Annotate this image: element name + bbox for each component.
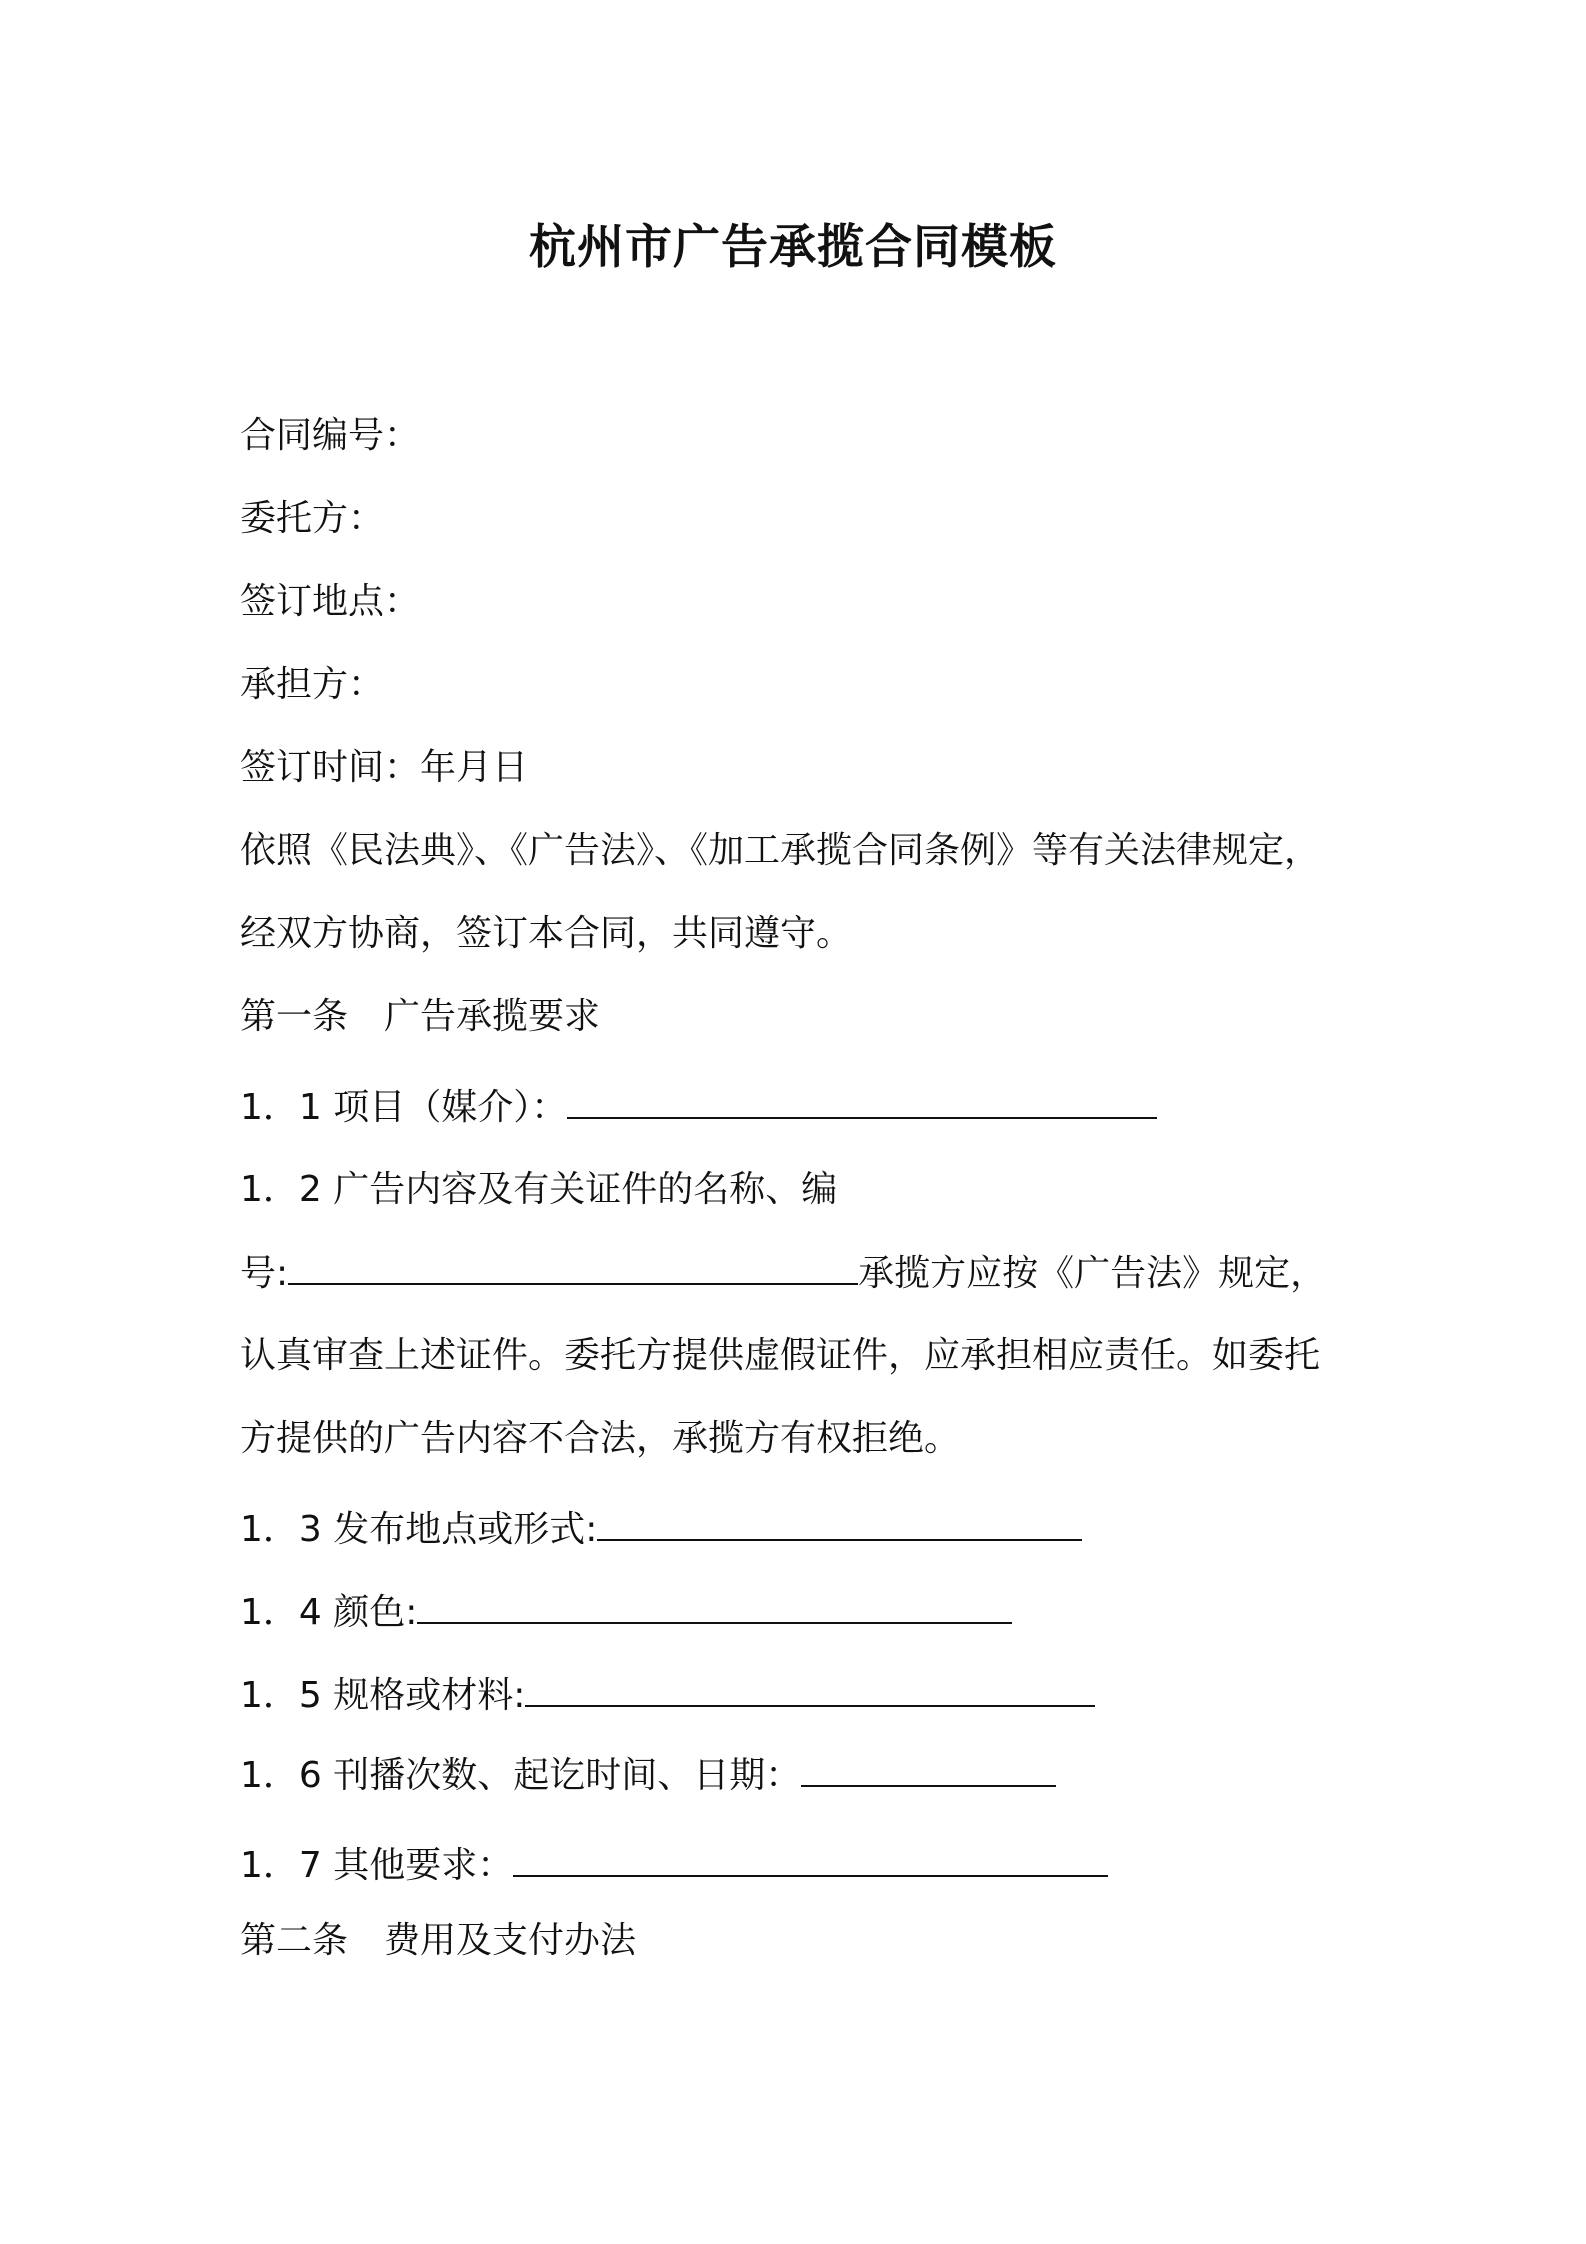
item-1-2-line-3: 认真审查上述证件。委托方提供虚假证件，应承担相应责任。如委托 bbox=[240, 1335, 1321, 1376]
document-title: 杭州市广告承揽合同模板 bbox=[529, 220, 1057, 275]
item-1-6 bbox=[240, 1751, 1056, 1800]
item-1-2-line-2 bbox=[240, 1249, 1326, 1298]
preamble-line-2: 经双方协商，签订本合同，共同遵守。 bbox=[240, 913, 853, 954]
sign-place-field: 签订地点： bbox=[240, 581, 421, 622]
item-1-2-blank bbox=[288, 1249, 858, 1285]
item-1-6-label: 1．6 刊播次数、起讫时间、日期： bbox=[240, 1755, 802, 1796]
item-1-1-blank bbox=[567, 1083, 1157, 1119]
article-1-heading: 第一条 广告承揽要求 bbox=[240, 996, 601, 1037]
item-1-2-prefix: 号: bbox=[240, 1253, 289, 1294]
item-1-1-label: 1．1 项目（媒介）： bbox=[240, 1087, 568, 1128]
item-1-5-label: 1．5 规格或材料: bbox=[240, 1675, 526, 1716]
preamble-line-1: 依照《民法典》、《广告法》、《加工承揽合同条例》等有关法律规定， bbox=[240, 830, 1321, 871]
item-1-4-label: 1．4 颜色: bbox=[240, 1592, 418, 1633]
contractor-field: 承担方： bbox=[240, 664, 385, 705]
item-1-2-line-1: 1．2 广告内容及有关证件的名称、编 bbox=[240, 1169, 838, 1210]
item-1-7-blank bbox=[513, 1841, 1108, 1877]
item-1-2-suffix: 承揽方应按《广告法》规定， bbox=[858, 1253, 1327, 1294]
article-2-heading: 第二条 费用及支付办法 bbox=[240, 1920, 637, 1961]
item-1-7-label: 1．7 其他要求： bbox=[240, 1845, 514, 1886]
client-field: 委托方： bbox=[240, 498, 385, 539]
item-1-4-blank bbox=[417, 1588, 1012, 1624]
item-1-4 bbox=[240, 1588, 1012, 1637]
item-1-7 bbox=[240, 1841, 1108, 1890]
item-1-5 bbox=[240, 1671, 1095, 1720]
item-1-5-blank bbox=[525, 1671, 1095, 1707]
item-1-3-blank bbox=[597, 1505, 1082, 1541]
item-1-3-label: 1．3 发布地点或形式: bbox=[240, 1509, 598, 1550]
item-1-3 bbox=[240, 1505, 1082, 1554]
item-1-1 bbox=[240, 1083, 1157, 1132]
contract-number-field: 合同编号： bbox=[240, 415, 421, 456]
item-1-6-blank bbox=[801, 1751, 1056, 1787]
sign-time-field: 签订时间：年月日 bbox=[240, 747, 529, 788]
item-1-2-line-4: 方提供的广告内容不合法，承揽方有权拒绝。 bbox=[240, 1418, 961, 1459]
